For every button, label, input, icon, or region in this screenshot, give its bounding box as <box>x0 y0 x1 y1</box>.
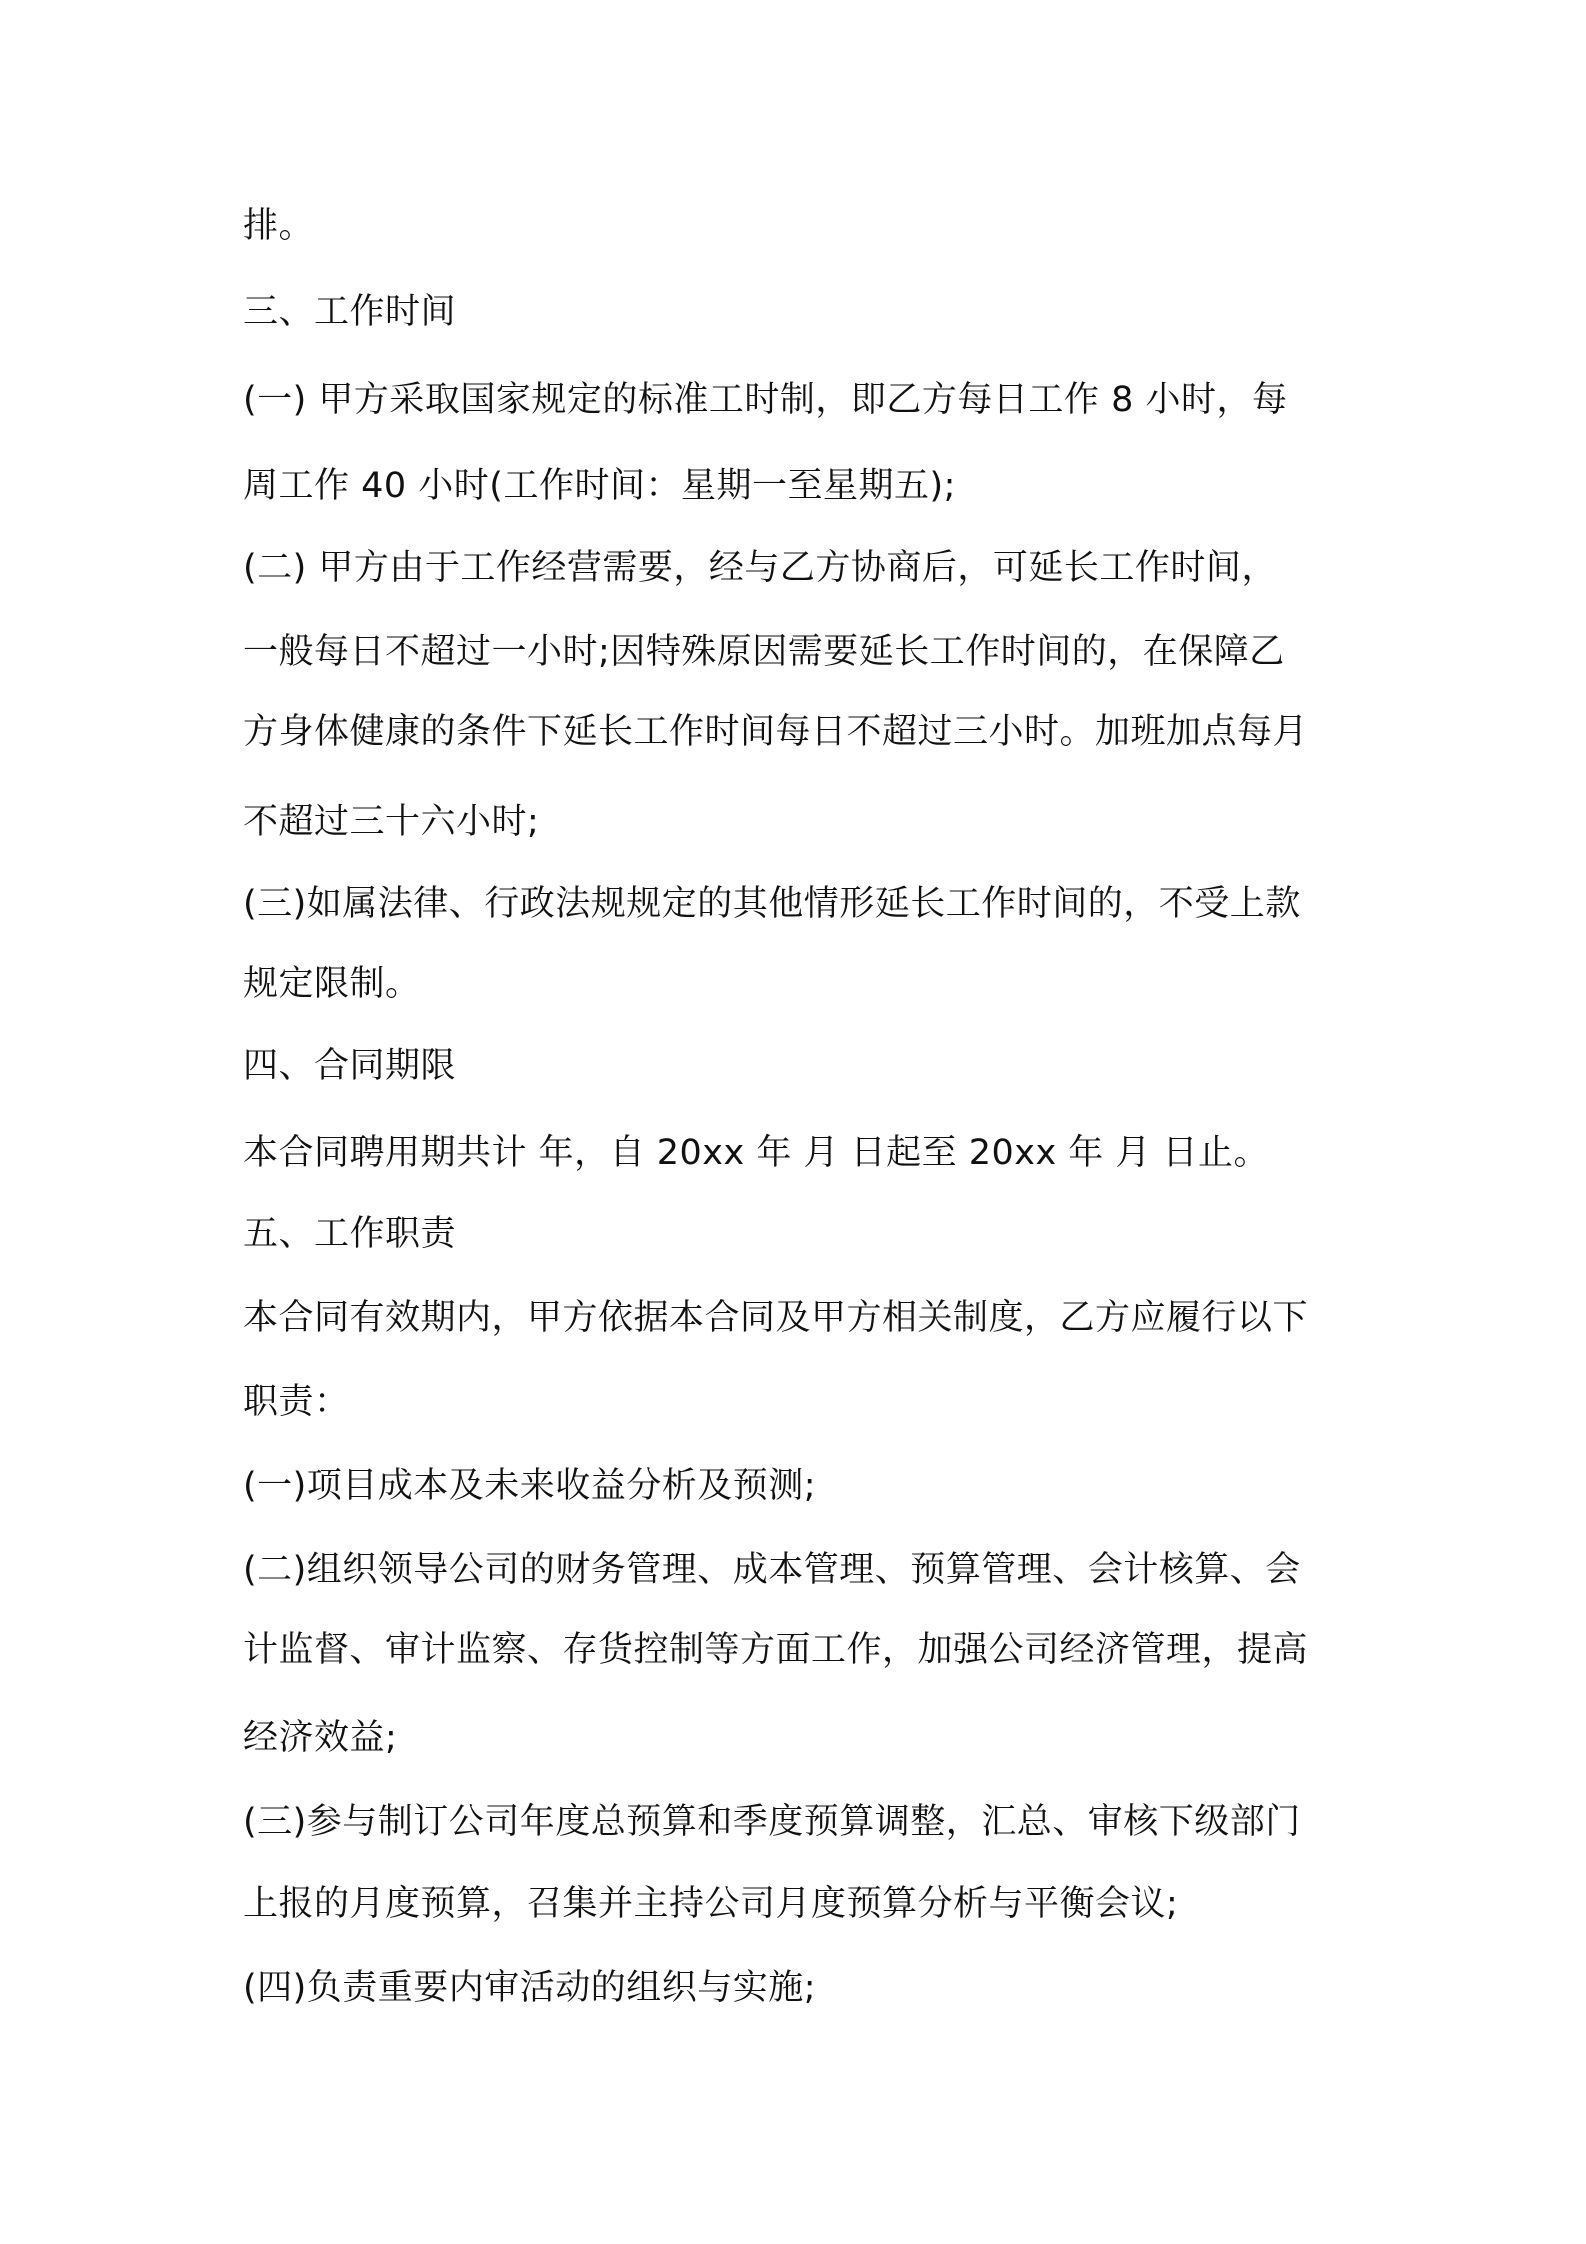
text-line: 不超过三十六小时; <box>243 802 540 842</box>
text-line: 职责： <box>243 1382 350 1422</box>
list-item: (一)项目成本及未来收益分析及预测; <box>243 1466 817 1506</box>
text-line: 上报的月度预算，召集并主持公司月度预算分析与平衡会议; <box>243 1884 1179 1924</box>
text-line: 计监督、审计监察、存货控制等方面工作，加强公司经济管理，提高 <box>243 1630 1309 1670</box>
text-line: (三)如属法律、行政法规规定的其他情形延长工作时间的，不受上款 <box>243 884 1301 924</box>
text-line: 本合同有效期内，甲方依据本合同及甲方相关制度，乙方应履行以下 <box>243 1298 1309 1338</box>
text-line: 经济效益; <box>243 1718 398 1758</box>
section-heading: 三、工作时间 <box>243 292 457 332</box>
text-line: (一) 甲方采取国家规定的标准工时制，即乙方每日工作 8 小时，每 <box>243 380 1288 420</box>
text-line: 本合同聘用期共计 年，自 20xx 年 月 日起至 20xx 年 月 日止。 <box>243 1133 1270 1173</box>
text-line: 方身体健康的条件下延长工作时间每日不超过三小时。加班加点每月 <box>243 712 1309 752</box>
section-heading: 五、工作职责 <box>243 1214 457 1254</box>
section-heading: 四、合同期限 <box>243 1046 457 1086</box>
text-line: 规定限制。 <box>243 964 421 1004</box>
text-line: 一般每日不超过一小时;因特殊原因需要延长工作时间的，在保障乙 <box>243 632 1285 672</box>
list-item: (四)负责重要内审活动的组织与实施; <box>243 1968 817 2008</box>
text-line: (二) 甲方由于工作经营需要，经与乙方协商后，可延长工作时间， <box>243 548 1277 588</box>
list-item: (三)参与制订公司年度总预算和季度预算调整，汇总、审核下级部门 <box>243 1802 1301 1842</box>
text-line: 周工作 40 小时(工作时间：星期一至星期五); <box>243 466 956 506</box>
text-line: 排。 <box>243 206 315 246</box>
list-item: (二)组织领导公司的财务管理、成本管理、预算管理、会计核算、会 <box>243 1550 1301 1590</box>
